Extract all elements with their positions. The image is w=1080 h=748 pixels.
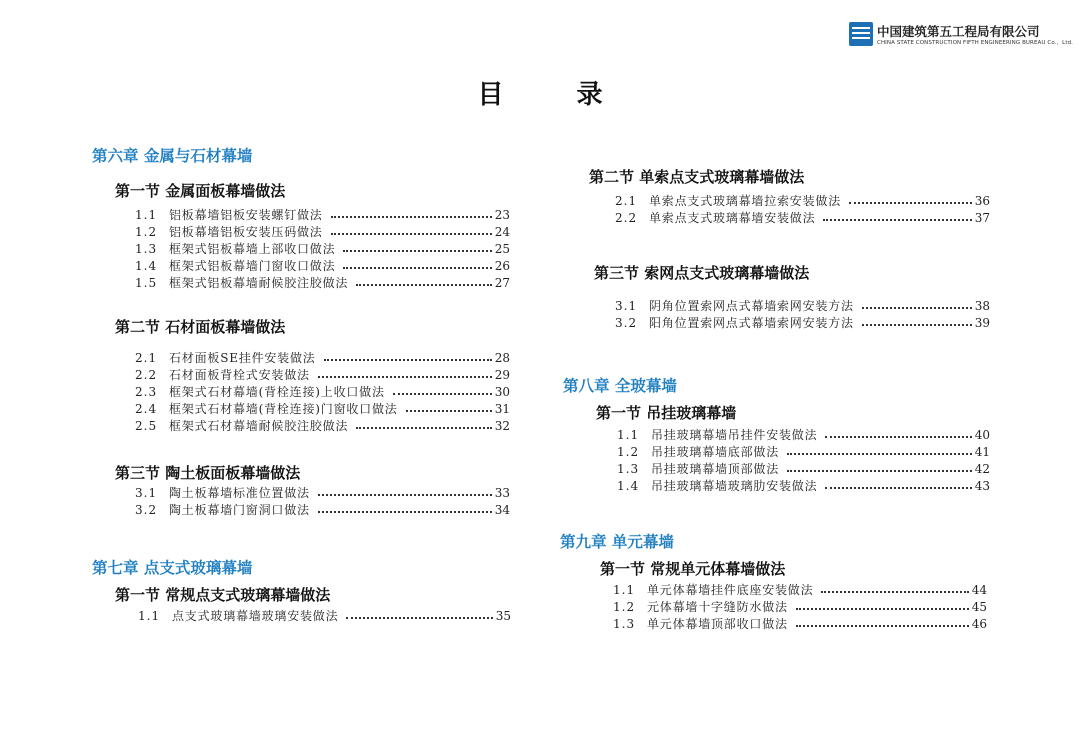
- dot-leader: [821, 591, 968, 593]
- toc-entry[interactable]: [613, 599, 987, 615]
- entry-title: 点支式玻璃幕墙玻璃安装做法: [172, 609, 339, 623]
- ch6-section-2-heading: 第二节 石材面板幕墙做法: [115, 318, 286, 336]
- entry-page: 45: [971, 600, 987, 614]
- dot-leader: [862, 307, 972, 309]
- entry-title: 吊挂玻璃幕墙顶部做法: [651, 462, 780, 476]
- entry-title: 单索点支式玻璃幕墙安装做法: [649, 211, 816, 225]
- toc-entry[interactable]: [135, 401, 510, 417]
- entry-number: 3.1: [135, 486, 158, 500]
- dot-leader: [343, 250, 491, 252]
- toc-entry[interactable]: [617, 427, 990, 443]
- entry-title: 单索点支式玻璃幕墙拉索安装做法: [649, 194, 842, 208]
- entry-page: 27: [494, 276, 510, 290]
- toc-entry[interactable]: [135, 241, 510, 257]
- entry-page: 36: [974, 194, 990, 208]
- toc-entry[interactable]: [615, 193, 990, 209]
- toc-entry[interactable]: [138, 608, 511, 624]
- entry-number: 1.1: [135, 208, 158, 222]
- entry-number: 1.4: [617, 479, 640, 493]
- toc-entry[interactable]: [613, 582, 987, 598]
- entry-page: 39: [974, 316, 990, 330]
- entry-page: 37: [974, 211, 990, 225]
- dot-leader: [796, 625, 969, 627]
- entry-page: 30: [494, 385, 510, 399]
- dot-leader: [406, 410, 492, 412]
- company-name-cn: 中国建筑第五工程局有限公司: [877, 24, 1040, 39]
- entry-title: 框架式铝板幕墙耐候胶注胶做法: [169, 276, 349, 290]
- entry-page: 24: [494, 225, 510, 239]
- toc-entry[interactable]: [135, 275, 510, 291]
- entry-page: 26: [494, 259, 510, 273]
- entry-title: 吊挂玻璃幕墙玻璃肋安装做法: [651, 479, 818, 493]
- toc-entry[interactable]: [615, 210, 990, 226]
- chapter-8-heading: 第八章 全玻幕墙: [563, 377, 677, 395]
- dot-leader: [346, 617, 492, 619]
- ch7-section-3-heading: 第三节 索网点支式玻璃幕墙做法: [594, 264, 810, 282]
- entry-page: 34: [494, 503, 510, 517]
- ch9-section-1-heading: 第一节 常规单元体幕墙做法: [600, 560, 786, 578]
- dot-leader: [324, 359, 492, 361]
- dot-leader: [823, 219, 971, 221]
- entry-number: 2.3: [135, 385, 158, 399]
- entry-number: 2.2: [615, 211, 638, 225]
- entry-number: 1.1: [138, 609, 161, 623]
- ch8-section-1-heading: 第一节 吊挂玻璃幕墙: [596, 404, 737, 422]
- entry-page: 32: [494, 419, 510, 433]
- dot-leader: [356, 284, 492, 286]
- entry-page: 43: [974, 479, 990, 493]
- entry-page: 28: [494, 351, 510, 365]
- ch7-section-2-heading: 第二节 单索点支式玻璃幕墙做法: [589, 168, 805, 186]
- dot-leader: [787, 470, 972, 472]
- toc-entry[interactable]: [617, 461, 990, 477]
- dot-leader: [825, 487, 971, 489]
- ch7-section-1-heading: 第一节 常规点支式玻璃幕墙做法: [115, 586, 331, 604]
- entry-title: 石材面板背栓式安装做法: [169, 368, 310, 382]
- toc-entry[interactable]: [135, 207, 510, 223]
- ch6-section-1-heading: 第一节 金属面板幕墙做法: [115, 182, 286, 200]
- entry-page: 44: [971, 583, 987, 597]
- entry-title: 单元体幕墙挂件底座安装做法: [647, 583, 814, 597]
- toc-entry[interactable]: [135, 418, 510, 434]
- toc-entry[interactable]: [135, 485, 510, 501]
- dot-leader: [331, 216, 492, 218]
- company-name-en: CHINA STATE CONSTRUCTION FIFTH ENGINEERING BUREAU Co.，Ltd.: [877, 40, 1074, 46]
- entry-title: 框架式铝板幕墙门窗收口做法: [169, 259, 336, 273]
- entry-number: 3.1: [615, 299, 638, 313]
- entry-number: 1.4: [135, 259, 158, 273]
- entry-number: 1.3: [613, 617, 636, 631]
- entry-number: 2.5: [135, 419, 158, 433]
- entry-page: 33: [494, 486, 510, 500]
- entry-number: 3.2: [615, 316, 638, 330]
- dot-leader: [318, 511, 492, 513]
- entry-number: 1.3: [135, 242, 158, 256]
- entry-title: 阳角位置索网点式幕墙索网安装方法: [649, 316, 854, 330]
- entry-page: 23: [494, 208, 510, 222]
- entry-number: 1.1: [613, 583, 636, 597]
- ch6-section-3-heading: 第三节 陶土板面板幕墙做法: [115, 464, 301, 482]
- toc-entry[interactable]: [615, 298, 990, 314]
- dot-leader: [318, 494, 492, 496]
- dot-leader: [787, 453, 972, 455]
- toc-entry[interactable]: [617, 444, 990, 460]
- toc-entry[interactable]: [135, 350, 510, 366]
- toc-entry[interactable]: [135, 384, 510, 400]
- cscec-logo-icon: [849, 22, 873, 46]
- chapter-7-heading: 第七章 点支式玻璃幕墙: [92, 559, 253, 577]
- entry-title: 框架式石材幕墙(背栓连接)门窗收口做法: [169, 402, 398, 416]
- entry-number: 1.2: [613, 600, 636, 614]
- entry-number: 2.2: [135, 368, 158, 382]
- company-logo: [849, 22, 1074, 50]
- entry-page: 41: [974, 445, 990, 459]
- dot-leader: [796, 608, 969, 610]
- toc-entry[interactable]: [615, 315, 990, 331]
- entry-number: 3.2: [135, 503, 158, 517]
- entry-number: 2.1: [615, 194, 638, 208]
- toc-entry[interactable]: [135, 367, 510, 383]
- dot-leader: [825, 436, 971, 438]
- toc-entry[interactable]: [135, 224, 510, 240]
- entry-page: 42: [974, 462, 990, 476]
- entry-page: 40: [974, 428, 990, 442]
- entry-title: 铝板幕墙铝板安装螺钉做法: [169, 208, 323, 222]
- entry-title: 陶土板幕墙标准位置做法: [169, 486, 310, 500]
- chapter-6-heading: 第六章 金属与石材幕墙: [92, 147, 253, 165]
- dot-leader: [849, 202, 972, 204]
- entry-title: 框架式铝板幕墙上部收口做法: [169, 242, 336, 256]
- entry-number: 2.4: [135, 402, 158, 416]
- chapter-9-heading: 第九章 单元幕墙: [560, 533, 674, 551]
- entry-title: 框架式石材幕墙耐候胶注胶做法: [169, 419, 349, 433]
- entry-number: 2.1: [135, 351, 158, 365]
- dot-leader: [343, 267, 491, 269]
- entry-title: 石材面板SE挂件安装做法: [169, 351, 316, 365]
- entry-title: 阴角位置索网点式幕墙索网安装方法: [649, 299, 854, 313]
- entry-title: 吊挂玻璃幕墙底部做法: [651, 445, 780, 459]
- dot-leader: [862, 324, 972, 326]
- toc-entry[interactable]: [135, 502, 510, 518]
- entry-title: 吊挂玻璃幕墙吊挂件安装做法: [651, 428, 818, 442]
- page-title: 目 录: [477, 80, 635, 110]
- dot-leader: [356, 427, 492, 429]
- entry-page: 31: [494, 402, 510, 416]
- entry-title: 陶土板幕墙门窗洞口做法: [169, 503, 310, 517]
- entry-page: 25: [494, 242, 510, 256]
- toc-entry[interactable]: [617, 478, 990, 494]
- entry-number: 1.5: [135, 276, 158, 290]
- dot-leader: [318, 376, 492, 378]
- entry-title: 铝板幕墙铝板安装压码做法: [169, 225, 323, 239]
- dot-leader: [393, 393, 492, 395]
- entry-title: 元体幕墙十字缝防水做法: [647, 600, 788, 614]
- entry-number: 1.1: [617, 428, 640, 442]
- entry-title: 单元体幕墙顶部收口做法: [647, 617, 788, 631]
- entry-page: 35: [495, 609, 511, 623]
- entry-page: 38: [974, 299, 990, 313]
- entry-page: 29: [494, 368, 510, 382]
- entry-title: 框架式石材幕墙(背栓连接)上收口做法: [169, 385, 385, 399]
- entry-number: 1.2: [135, 225, 158, 239]
- toc-entry[interactable]: [613, 616, 987, 632]
- entry-number: 1.2: [617, 445, 640, 459]
- toc-entry[interactable]: [135, 258, 510, 274]
- dot-leader: [331, 233, 492, 235]
- entry-page: 46: [971, 617, 987, 631]
- entry-number: 1.3: [617, 462, 640, 476]
